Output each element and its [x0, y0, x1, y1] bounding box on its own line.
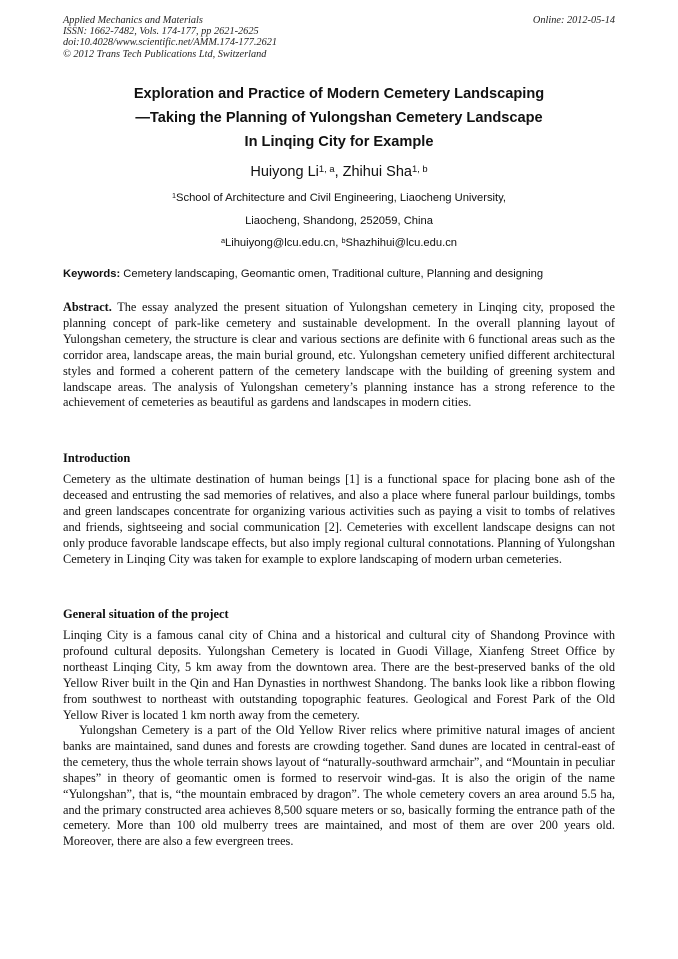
author-2-affiliation-mark: 1, b — [411, 162, 428, 174]
affiliation-line-2: Liaocheng, Shandong, 252059, China — [245, 215, 433, 227]
doi-line: doi:10.4028/www.scientific.net/AMM.174-177.2621 — [63, 37, 278, 49]
journal-header — [63, 15, 615, 60]
keywords-label: Keywords: — [63, 268, 121, 280]
general-situation-paragraph-2: Yulongshan Cemetery is a part of the Old Yellow River relics where primitive natural images of ancient banks are maintained, sand dunes and forests are crowding together. Sand dunes are located in central-east of the cemetery, thus the whole terrain shows layout of “naturally-southward armchair”, and “Mountain in peculiar shapes” in theory of geomantic omen is formed to reservoir wind-gas. It is also the origin of the name “Yulongshan”, that is, “the mountain embraced by dragon”. The whole cemetery covers an area around 5.5 ha, and the primary constructed area achieves 8,500 square meters or so, basically forming the entrance path of the cemetery. More than 100 old mulberry trees are maintained, and most of them are over 200 years old. Moreover, there are also a few evergreen trees. — [63, 723, 615, 849]
email-line — [63, 232, 615, 255]
email-mark-a: a — [220, 235, 225, 245]
title-line-3: In Linqing City for Example — [244, 134, 434, 150]
issn-line: ISSN: 1662-7482, Vols. 174-177, pp 2621-2625 — [63, 26, 259, 38]
email-a[interactable]: Lihuiyong@lcu.edu.cn — [225, 237, 336, 249]
abstract-text: The essay analyzed the present situation of Yulongshan cemetery in Linqing city, proposed the planning concept of park-like cemetery and sustainable development. In the overall planning layout of Yulongshan cemetery, the structure is clear and various sections are definite with 6 functional areas such as the corridor area, landscape areas, the main burial ground, etc. Yulongshan cemetery unified different architectural styles and formed a coherent pattern of the cemetery landscape with the building of greening system and landscape areas. The analysis of Yulongshan cemetery’s planning instance has a strong reference to the achievement of cemeteries as beautiful as gardens and landscapes in modern cities. — [63, 300, 615, 410]
author-2-name: Zhihui Sha — [342, 164, 412, 180]
general-situation-heading: General situation of the project — [63, 607, 229, 621]
abstract-label: Abstract. — [63, 300, 112, 314]
general-situation-paragraph-1: Linqing City is a famous canal city of China and a historical and cultural city of Shandong Province with profound cultural deposits. Yulongshan Cemetery is located in Guodi Village, Xianfeng Street Office by northeast Linqing City, 5 km away from the downtown area. There are the best-preserved banks of the old Yellow River built in the Qin and Han Dynasties in northwest Shandong. The banks look like a ribbon flowing from southwest to northeast with outstanding topographic features. Geological and Forest Park of the Old Yellow River is located 1 km north away from the cemetery. — [63, 628, 615, 722]
email-b[interactable]: Shazhihui@lcu.edu.cn — [345, 237, 458, 249]
author-separator: , — [334, 164, 343, 180]
keywords-text: Cemetery landscaping, Geomantic omen, Traditional culture, Planning and designing — [120, 268, 544, 280]
affiliation-text-1: School of Architecture and Civil Engineering, Liaocheng University, — [176, 192, 507, 204]
affiliation-mark: 1 — [171, 190, 177, 200]
introduction-paragraph: Cemetery as the ultimate destination of human beings [1] is a functional space for placing bone ash of the deceased and entrusting the sad memories of relatives, and also a place where funeral parlour buildings, tombs and green landscapes concentrate for organizing various activities such as paying a visit to tombs of relatives and friends, sightseeing and social communication [2]. Cemeteries with excellent landscape designs can not only produce favorable landscape effects, but also imply regional cultural connotations. Planning of Yulongshan Cemetery in Linqing City was taken for example to explore landscaping of modern urban cemeteries. — [63, 472, 615, 566]
introduction-heading: Introduction — [63, 451, 131, 465]
email-separator: , — [335, 237, 342, 249]
title-line-1: Exploration and Practice of Modern Cemetery Landscaping — [133, 86, 545, 102]
keywords — [63, 267, 623, 282]
copyright-line: © 2012 Trans Tech Publications Ltd, Switzerland — [63, 48, 267, 60]
online-date: Online: 2012-05-14 — [532, 15, 615, 26]
title-line-2: —Taking the Planning of Yulongshan Cemetery Landscape — [135, 110, 543, 126]
affiliation-line-1 — [63, 187, 615, 210]
author-1-affiliation-mark: 1, a — [318, 162, 335, 174]
affiliation-block — [63, 187, 615, 255]
author-list — [63, 162, 615, 183]
journal-name: Applied Mechanics and Materials — [63, 15, 203, 26]
paper-title — [63, 82, 615, 154]
email-mark-b: b — [341, 235, 346, 245]
author-1-name: Huiyong Li — [250, 164, 319, 180]
abstract — [63, 300, 615, 411]
